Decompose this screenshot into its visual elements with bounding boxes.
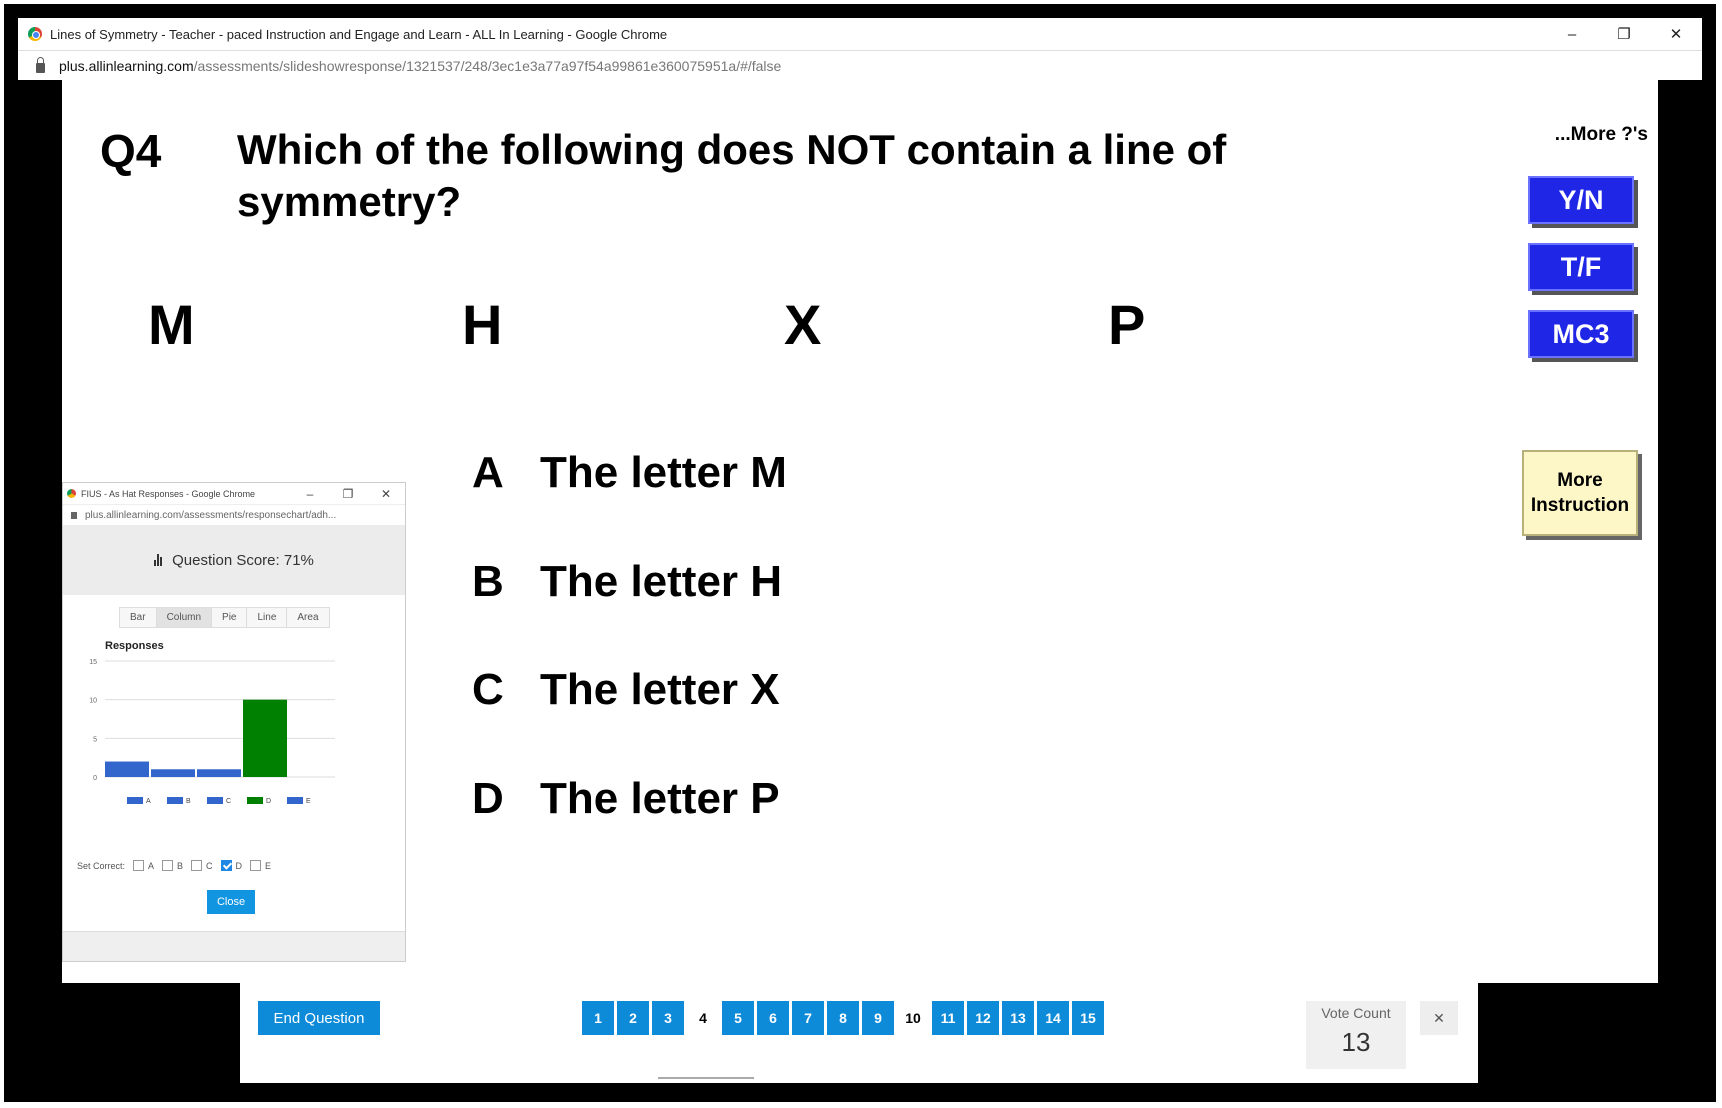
checkbox-icon[interactable] — [221, 860, 232, 871]
tab-column[interactable]: Column — [157, 608, 212, 627]
bar-a — [105, 762, 149, 777]
responses-popup-window — [62, 482, 406, 962]
popup-close-window-button[interactable]: ✕ — [380, 487, 392, 501]
page-button-3[interactable]: 3 — [652, 1001, 684, 1035]
chrome-favicon-icon — [28, 27, 42, 41]
set-correct-label: Set Correct: — [77, 860, 126, 871]
choice-key: A — [472, 448, 504, 497]
y-tick-label: 0 — [93, 775, 97, 782]
tab-line[interactable]: Line — [247, 608, 287, 627]
bar-d — [243, 700, 287, 777]
set-correct-row — [77, 860, 271, 871]
question-score: Question Score: 71% — [172, 551, 314, 569]
y-tick-label: 10 — [89, 697, 97, 705]
mc3-button[interactable]: MC3 — [1528, 310, 1634, 358]
letter-h: H — [462, 293, 503, 356]
choice-b — [472, 557, 782, 607]
choice-text: The letter P — [540, 774, 780, 823]
popup-title-bar — [63, 483, 405, 505]
score-header — [63, 525, 405, 595]
legend-swatch-d — [247, 797, 263, 804]
close-button[interactable]: Close — [207, 890, 255, 914]
choice-key: C — [472, 665, 504, 714]
window-controls — [1546, 18, 1702, 50]
popup-footer — [63, 931, 405, 961]
page-button-4[interactable]: 4 — [687, 1001, 719, 1035]
letter-m: M — [148, 293, 195, 356]
question-number: Q4 — [100, 125, 162, 177]
choice-c — [472, 665, 780, 715]
page-button-5[interactable]: 5 — [722, 1001, 754, 1035]
choice-text: The letter X — [540, 665, 780, 714]
tab-bar[interactable]: Bar — [120, 608, 157, 627]
bar-c — [197, 769, 241, 777]
letter-x: X — [784, 293, 822, 356]
option-label: B — [177, 860, 184, 871]
url-text[interactable] — [59, 58, 781, 74]
option-label: A — [148, 860, 155, 871]
maximize-button[interactable]: ❐ — [1617, 26, 1631, 43]
end-question-button[interactable]: End Question — [258, 1001, 380, 1035]
legend-label-c: C — [226, 798, 232, 805]
legend-label-e: E — [306, 798, 311, 805]
choice-text: The letter M — [540, 448, 787, 497]
popup-minimize-button[interactable]: – — [306, 487, 314, 501]
legend-label-b: B — [186, 798, 191, 805]
checkbox-icon[interactable] — [191, 860, 202, 871]
page-button-2[interactable]: 2 — [617, 1001, 649, 1035]
legend-swatch-e — [287, 797, 303, 804]
chart-title: Responses — [105, 640, 164, 652]
popup-lock-icon — [71, 512, 77, 519]
pagination-underline — [658, 1077, 754, 1079]
choice-d — [472, 774, 780, 824]
legend-swatch-a — [127, 797, 143, 804]
tab-pie[interactable]: Pie — [212, 608, 247, 627]
url-host: plus.allinlearning.com — [59, 57, 194, 74]
tab-area[interactable]: Area — [287, 608, 328, 627]
url-path: /assessments/slideshowresponse/1321537/248/3ec1e3a77a97f54a99861e360075951a/#/false — [193, 57, 782, 74]
vote-count-label: Vote Count — [1321, 1005, 1391, 1021]
popup-maximize-button[interactable]: ❐ — [342, 487, 354, 501]
question-text: Which of the following does NOT contain a line of symmetry? — [237, 126, 1227, 225]
page-button-7[interactable]: 7 — [792, 1001, 824, 1035]
page-button-6[interactable]: 6 — [757, 1001, 789, 1035]
browser-title-bar — [18, 18, 1702, 50]
page-button-14[interactable]: 14 — [1037, 1001, 1069, 1035]
minimize-button[interactable]: – — [1567, 25, 1577, 43]
checkbox-icon[interactable] — [133, 860, 144, 871]
more-instruction-button[interactable]: More Instruction — [1522, 450, 1638, 536]
set-correct-option-e[interactable] — [250, 860, 271, 871]
bar-b — [151, 769, 195, 777]
checkbox-icon[interactable] — [250, 860, 261, 871]
page-button-13[interactable]: 13 — [1002, 1001, 1034, 1035]
y-tick-label: 5 — [93, 736, 97, 744]
question-pagination — [582, 1001, 1107, 1035]
bottom-control-bar — [240, 983, 1478, 1083]
window-title: Lines of Symmetry - Teacher - paced Instruction and Engage and Learn - ALL In Learning - Google Chrome — [50, 26, 668, 42]
set-correct-option-a[interactable] — [133, 860, 154, 871]
yn-button[interactable]: Y/N — [1528, 176, 1634, 224]
popup-address-bar[interactable] — [63, 505, 405, 525]
more-questions-label: ...More ?'s — [1554, 124, 1648, 145]
legend-label-a: A — [146, 798, 151, 805]
popup-url: plus.allinlearning.com/assessments/responsechart/adh... — [85, 509, 337, 521]
page-button-11[interactable]: 11 — [932, 1001, 964, 1035]
chart-type-tabs — [119, 607, 330, 628]
page-button-8[interactable]: 8 — [827, 1001, 859, 1035]
lock-icon — [36, 63, 45, 73]
choice-text: The letter H — [540, 557, 783, 606]
page-button-1[interactable]: 1 — [582, 1001, 614, 1035]
page-button-15[interactable]: 15 — [1072, 1001, 1104, 1035]
choice-key: B — [472, 557, 504, 606]
vote-count-value: 13 — [1341, 1027, 1371, 1057]
popup-window-controls — [291, 483, 405, 505]
choice-a — [472, 448, 787, 498]
tf-button[interactable]: T/F — [1528, 243, 1634, 291]
set-correct-options — [125, 860, 271, 871]
option-label: C — [206, 860, 213, 871]
bar-chart-icon — [154, 554, 162, 566]
y-tick-label: 15 — [89, 659, 97, 666]
checkbox-icon[interactable] — [162, 860, 173, 871]
vote-count-box — [1306, 1001, 1406, 1069]
legend-swatch-b — [167, 797, 183, 804]
collapse-icon[interactable]: ✕ — [1420, 1001, 1458, 1035]
page-button-12[interactable]: 12 — [967, 1001, 999, 1035]
choice-key: D — [472, 774, 504, 823]
option-label: D — [235, 860, 243, 871]
close-window-button[interactable]: ✕ — [1669, 26, 1683, 43]
option-label: E — [265, 860, 272, 871]
page-button-9[interactable]: 9 — [862, 1001, 894, 1035]
set-correct-option-c[interactable] — [191, 860, 213, 871]
address-bar[interactable] — [18, 50, 1702, 80]
set-correct-option-d[interactable] — [221, 860, 243, 871]
popup-title: FIUS - As Hat Responses - Google Chrome — [81, 488, 256, 499]
popup-favicon-icon — [67, 489, 76, 498]
set-correct-option-b[interactable] — [162, 860, 183, 871]
legend-swatch-c — [207, 797, 223, 804]
legend-label-d: D — [266, 798, 272, 805]
letter-p: P — [1108, 293, 1146, 356]
responses-chart — [77, 635, 377, 855]
page-button-10[interactable]: 10 — [897, 1001, 929, 1035]
